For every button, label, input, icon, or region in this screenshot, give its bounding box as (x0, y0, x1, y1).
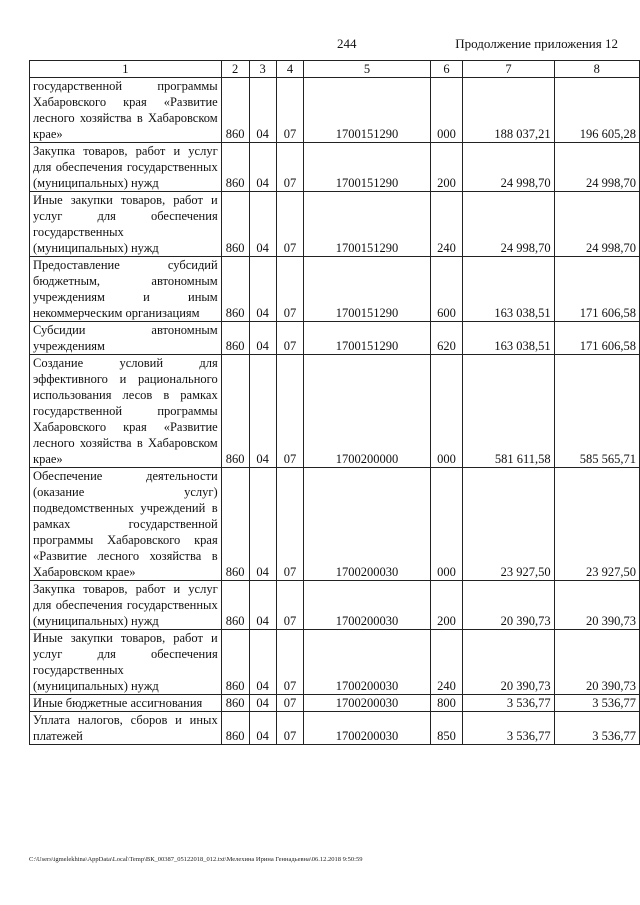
cell-col4: 07 (276, 257, 304, 322)
cell-col8: 24 998,70 (554, 192, 639, 257)
column-header: 6 (430, 61, 463, 78)
cell-col8: 585 565,71 (554, 355, 639, 468)
column-header: 7 (463, 61, 554, 78)
column-header: 2 (221, 61, 249, 78)
cell-col8: 171 606,58 (554, 257, 639, 322)
cell-col7: 23 927,50 (463, 468, 554, 581)
table-row (30, 78, 640, 143)
table-row (30, 581, 640, 630)
cell-col8: 3 536,77 (554, 695, 639, 712)
cell-col2: 860 (221, 712, 249, 745)
cell-col7: 20 390,73 (463, 630, 554, 695)
cell-col7: 163 038,51 (463, 257, 554, 322)
row-name: Закупка товаров, работ и услуг для обеспечения государственных (муниципальных) нужд (30, 143, 222, 192)
table-row (30, 257, 640, 322)
cell-col2: 860 (221, 192, 249, 257)
cell-col6: 000 (430, 468, 463, 581)
cell-col3: 04 (249, 468, 276, 581)
cell-col6: 850 (430, 712, 463, 745)
row-name: Предоставление субсидий бюджетным, автономным учреждениям и иным некоммерческим организациям (30, 257, 222, 322)
table-row (30, 468, 640, 581)
cell-col7: 188 037,21 (463, 78, 554, 143)
cell-col3: 04 (249, 581, 276, 630)
cell-col5: 1700151290 (304, 257, 430, 322)
cell-col5: 1700200030 (304, 695, 430, 712)
row-name: государственной программы Хабаровского края «Развитие лесного хозяйства в Хабаровском крае» (30, 78, 222, 143)
cell-col4: 07 (276, 78, 304, 143)
cell-col6: 240 (430, 630, 463, 695)
cell-col5: 1700151290 (304, 143, 430, 192)
column-header: 4 (276, 61, 304, 78)
cell-col6: 200 (430, 143, 463, 192)
continuation-label: Продолжение приложения 12 (455, 36, 618, 51)
cell-col7: 24 998,70 (463, 143, 554, 192)
cell-col4: 07 (276, 192, 304, 257)
cell-col2: 860 (221, 78, 249, 143)
table-row (30, 695, 640, 712)
cell-col6: 620 (430, 322, 463, 355)
table-row (30, 630, 640, 695)
row-name: Иные бюджетные ассигнования (30, 695, 222, 712)
cell-col8: 196 605,28 (554, 78, 639, 143)
cell-col4: 07 (276, 712, 304, 745)
cell-col2: 860 (221, 257, 249, 322)
cell-col3: 04 (249, 355, 276, 468)
cell-col6: 800 (430, 695, 463, 712)
column-header: 3 (249, 61, 276, 78)
cell-col6: 000 (430, 78, 463, 143)
cell-col3: 04 (249, 712, 276, 745)
cell-col4: 07 (276, 581, 304, 630)
cell-col8: 3 536,77 (554, 712, 639, 745)
cell-col4: 07 (276, 355, 304, 468)
cell-col2: 860 (221, 581, 249, 630)
table-row (30, 355, 640, 468)
cell-col4: 07 (276, 630, 304, 695)
file-path-footer: C:\Users\igmelekhina\AppData\Local\Temp\ВК_00387_05122018_012.txt\Мелехина Ирина Геннадьевна\06.12.2018 9:50:59 (29, 856, 363, 863)
table-row (30, 322, 640, 355)
cell-col3: 04 (249, 192, 276, 257)
column-header: 5 (304, 61, 430, 78)
cell-col2: 860 (221, 695, 249, 712)
cell-col7: 581 611,58 (463, 355, 554, 468)
cell-col7: 163 038,51 (463, 322, 554, 355)
cell-col6: 600 (430, 257, 463, 322)
cell-col5: 1700200030 (304, 468, 430, 581)
table-row (30, 712, 640, 745)
cell-col5: 1700200030 (304, 712, 430, 745)
cell-col3: 04 (249, 143, 276, 192)
cell-col8: 20 390,73 (554, 630, 639, 695)
cell-col4: 07 (276, 695, 304, 712)
cell-col2: 860 (221, 630, 249, 695)
row-name: Иные закупки товаров, работ и услуг для обеспечения государственных (муниципальных) нужд (30, 192, 222, 257)
cell-col3: 04 (249, 695, 276, 712)
cell-col6: 240 (430, 192, 463, 257)
cell-col4: 07 (276, 143, 304, 192)
cell-col2: 860 (221, 468, 249, 581)
row-name: Уплата налогов, сборов и иных платежей (30, 712, 222, 745)
cell-col7: 3 536,77 (463, 712, 554, 745)
row-name: Субсидии автономным учреждениям (30, 322, 222, 355)
table-header-row (30, 61, 640, 78)
cell-col5: 1700151290 (304, 78, 430, 143)
cell-col6: 200 (430, 581, 463, 630)
cell-col7: 24 998,70 (463, 192, 554, 257)
row-name: Обеспечение деятельности (оказание услуг) подведомственных учреждений в рамках государственной программы Хабаровского края «Развитие лесного хозяйства в Хабаровском крае» (30, 468, 222, 581)
cell-col5: 1700200000 (304, 355, 430, 468)
cell-col3: 04 (249, 630, 276, 695)
cell-col3: 04 (249, 257, 276, 322)
table-row (30, 192, 640, 257)
column-header: 8 (554, 61, 639, 78)
cell-col6: 000 (430, 355, 463, 468)
row-name: Иные закупки товаров, работ и услуг для обеспечения государственных (муниципальных) нужд (30, 630, 222, 695)
cell-col2: 860 (221, 355, 249, 468)
cell-col8: 23 927,50 (554, 468, 639, 581)
table-row (30, 143, 640, 192)
cell-col5: 1700151290 (304, 192, 430, 257)
cell-col4: 07 (276, 322, 304, 355)
column-header: 1 (30, 61, 222, 78)
cell-col2: 860 (221, 143, 249, 192)
cell-col3: 04 (249, 78, 276, 143)
row-name: Закупка товаров, работ и услуг для обеспечения государственных (муниципальных) нужд (30, 581, 222, 630)
cell-col8: 20 390,73 (554, 581, 639, 630)
cell-col5: 1700200030 (304, 581, 430, 630)
cell-col7: 20 390,73 (463, 581, 554, 630)
cell-col2: 860 (221, 322, 249, 355)
cell-col4: 07 (276, 468, 304, 581)
row-name: Создание условий для эффективного и рационального использования лесов в рамках государственной программы Хабаровского края «Развитие лесного хозяйства в Хабаровском крае» (30, 355, 222, 468)
cell-col7: 3 536,77 (463, 695, 554, 712)
cell-col3: 04 (249, 322, 276, 355)
cell-col8: 171 606,58 (554, 322, 639, 355)
cell-col5: 1700200030 (304, 630, 430, 695)
cell-col8: 24 998,70 (554, 143, 639, 192)
cell-col5: 1700151290 (304, 322, 430, 355)
budget-table (29, 60, 640, 745)
page-number: 244 (337, 36, 357, 51)
